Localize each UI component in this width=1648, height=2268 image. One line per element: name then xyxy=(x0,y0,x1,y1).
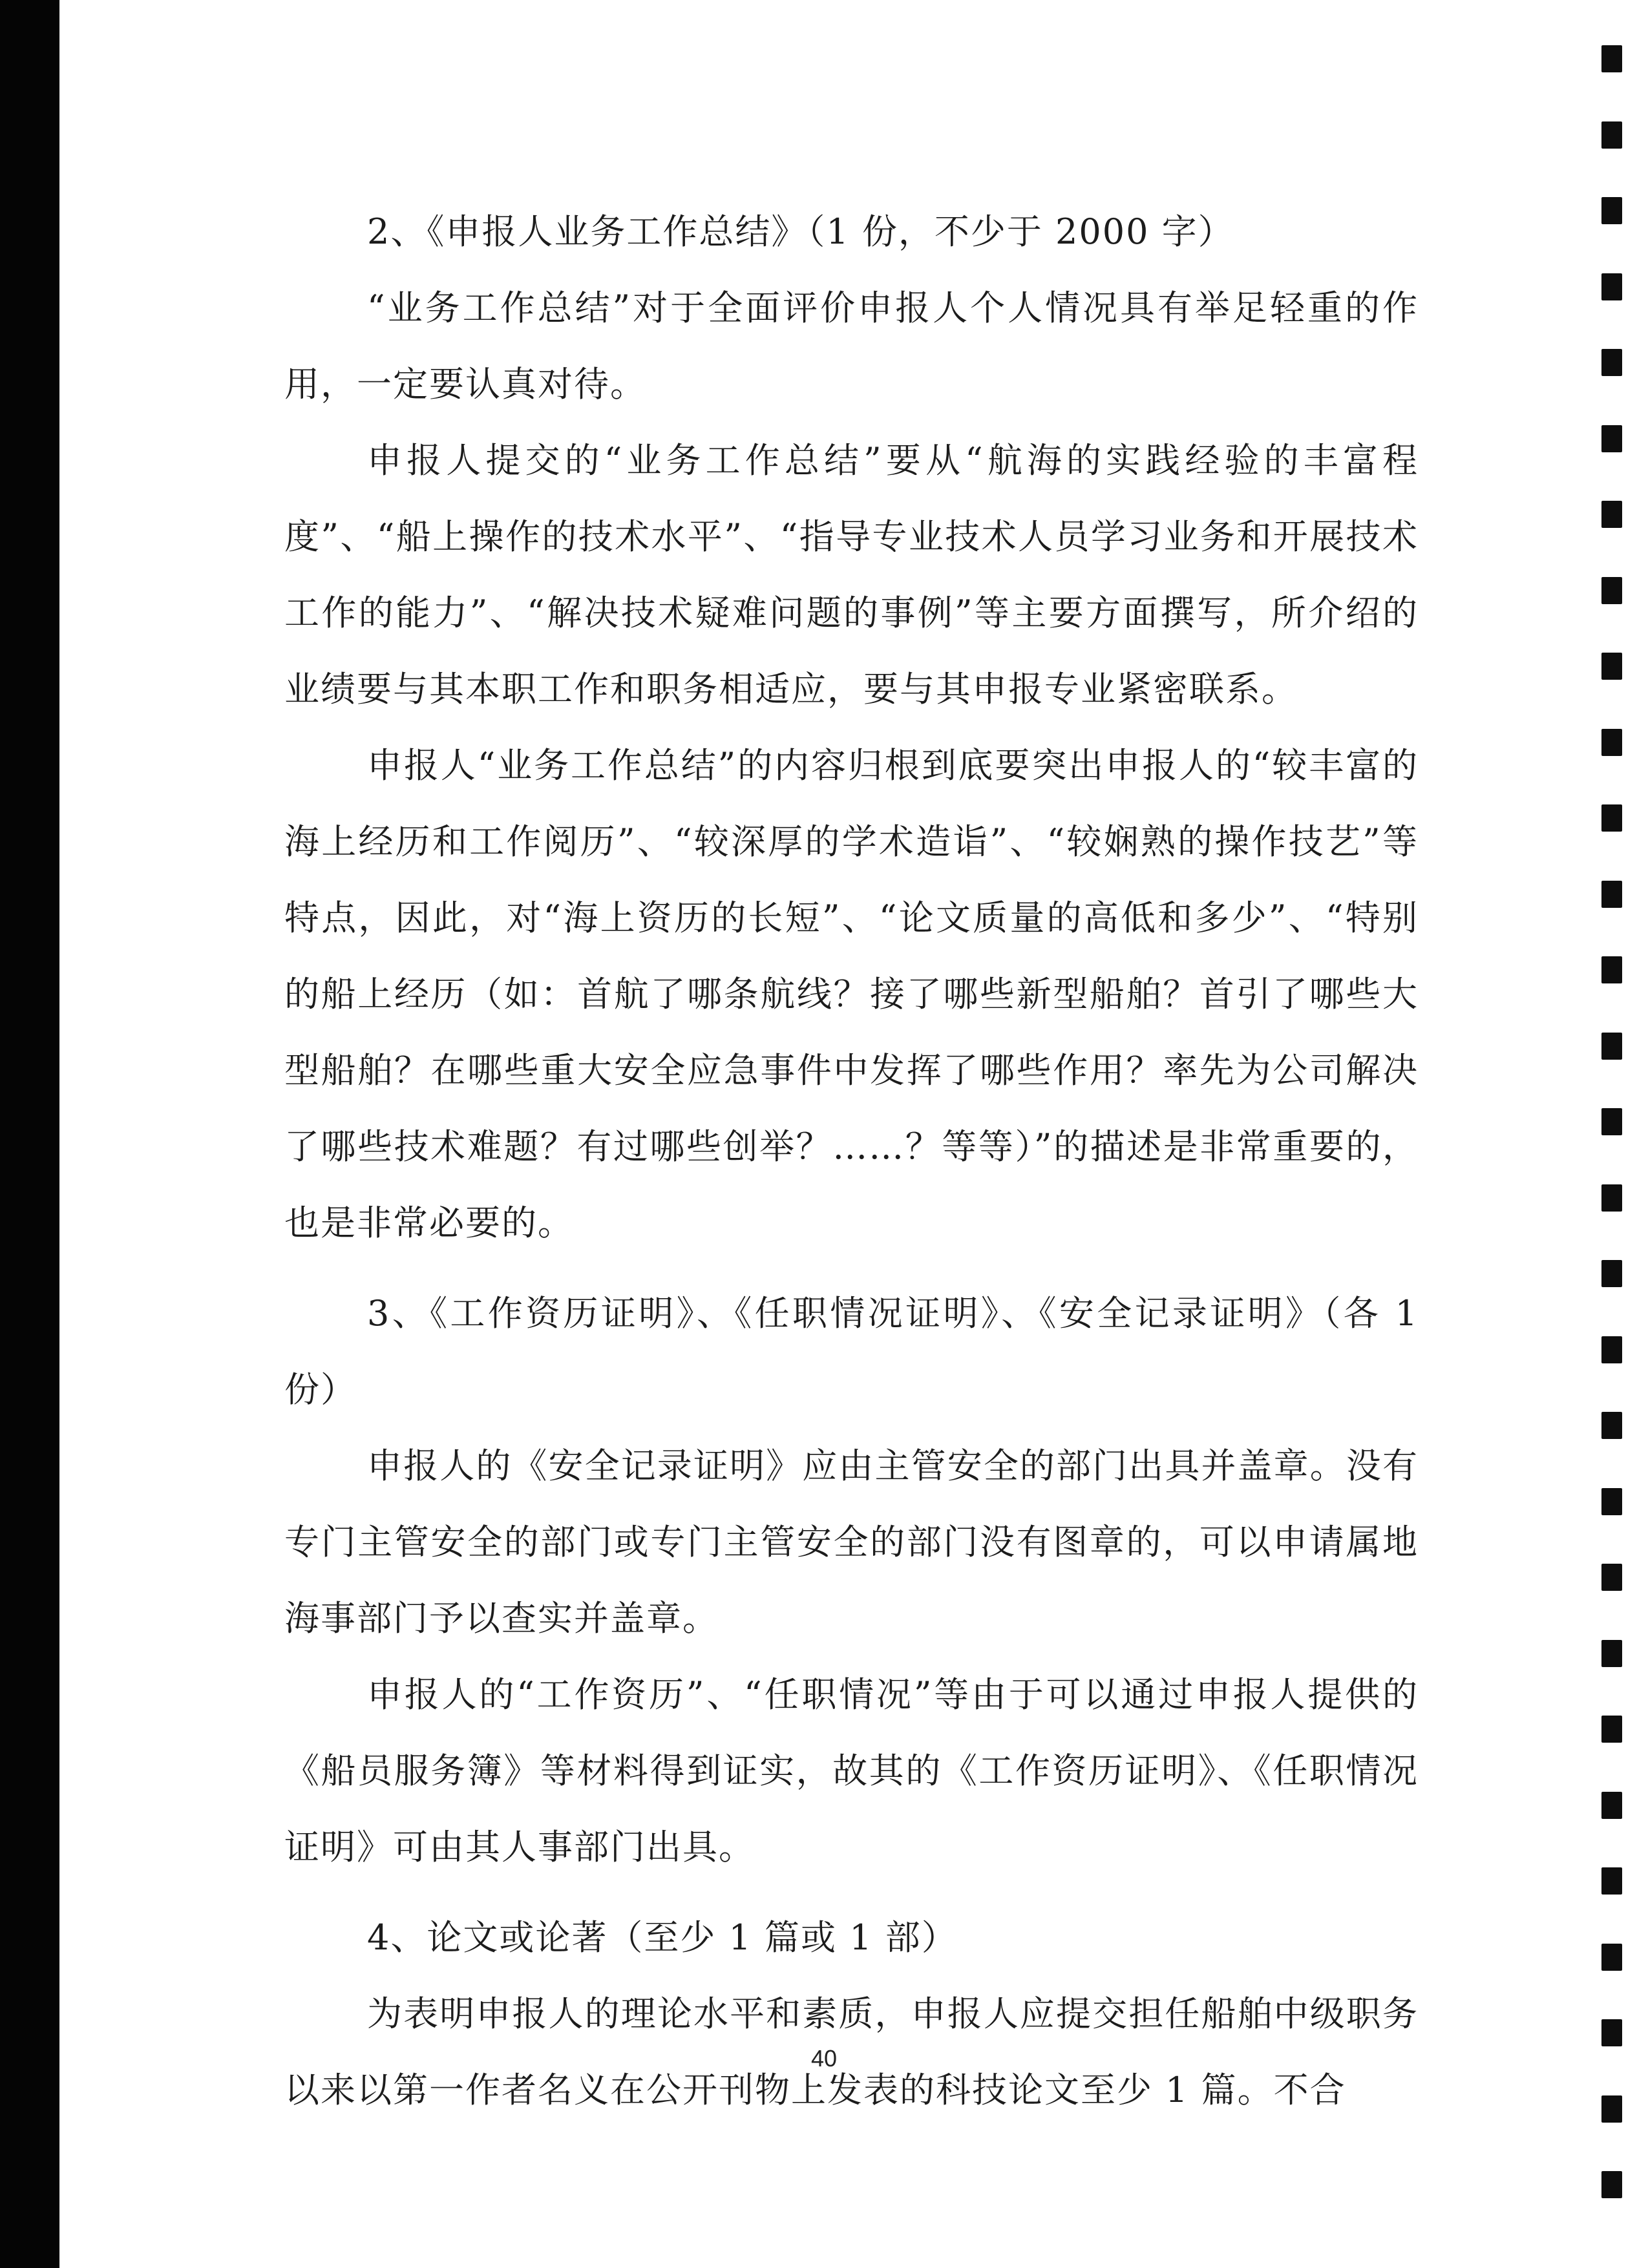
paragraph: 申报人“业务工作总结”的内容归根到底要突出申报人的“较丰富的海上经历和工作阅历”、“较深厚的学术造诣”、“较娴熟的操作技艺”等特点，因此，对“海上资历的长短”、“论文质量的高低和多少”、“特别的船上经历（如：首航了哪条航线？接了哪些新型船舶？首引了哪些大型船舶？在哪些重大安全应急事件中发挥了哪些作用？率先为公司解决了哪些技术难题？有过哪些创举？……？等等）”的描述是非常重要的，也是非常必要的。 xyxy=(284,745,1419,1243)
paragraph: 申报人提交的“业务工作总结”要从“航海的实践经验的丰富程度”、“船上操作的技术水平”、“指导专业技术人员学习业务和开展技术工作的能力”、“解决技术疑难问题的事例”等主要方面撰写，所介绍的业绩要与其本职工作和职务相适应，要与其申报专业紧密联系。 xyxy=(284,440,1419,709)
paragraph: 申报人的“工作资历”、“任职情况”等由于可以通过申报人提供的《船员服务簿》等材料得到证实，故其的《工作资历证明》、《任职情况证明》可由其人事部门出具。 xyxy=(284,1674,1419,1867)
section-heading-3: 3、《工作资历证明》、《任职情况证明》、《安全记录证明》（各 1 份） xyxy=(284,1293,1419,1410)
page-number: 40 xyxy=(810,2045,838,2072)
paragraph: 申报人的《安全记录证明》应由主管安全的部门出具并盖章。没有专门主管安全的部门或专门主管安全的部门没有图章的，可以申请属地海事部门予以查实并盖章。 xyxy=(284,1445,1419,1639)
section-heading-2: 2、《申报人业务工作总结》（1 份，不少于 2000 字） xyxy=(367,211,1234,252)
body-text xyxy=(284,194,1419,2128)
section-heading-4: 4、论文或论著（至少 1 篇或 1 部） xyxy=(367,1917,958,1958)
paragraph: 为表明申报人的理论水平和素质，申报人应提交担任船舶中级职务以来以第一作者名义在公开刊物上发表的科技论文至少 1 篇。不合 xyxy=(284,1993,1419,2110)
paragraph: “业务工作总结”对于全面评价申报人个人情况具有举足轻重的作用，一定要认真对待。 xyxy=(284,288,1419,404)
